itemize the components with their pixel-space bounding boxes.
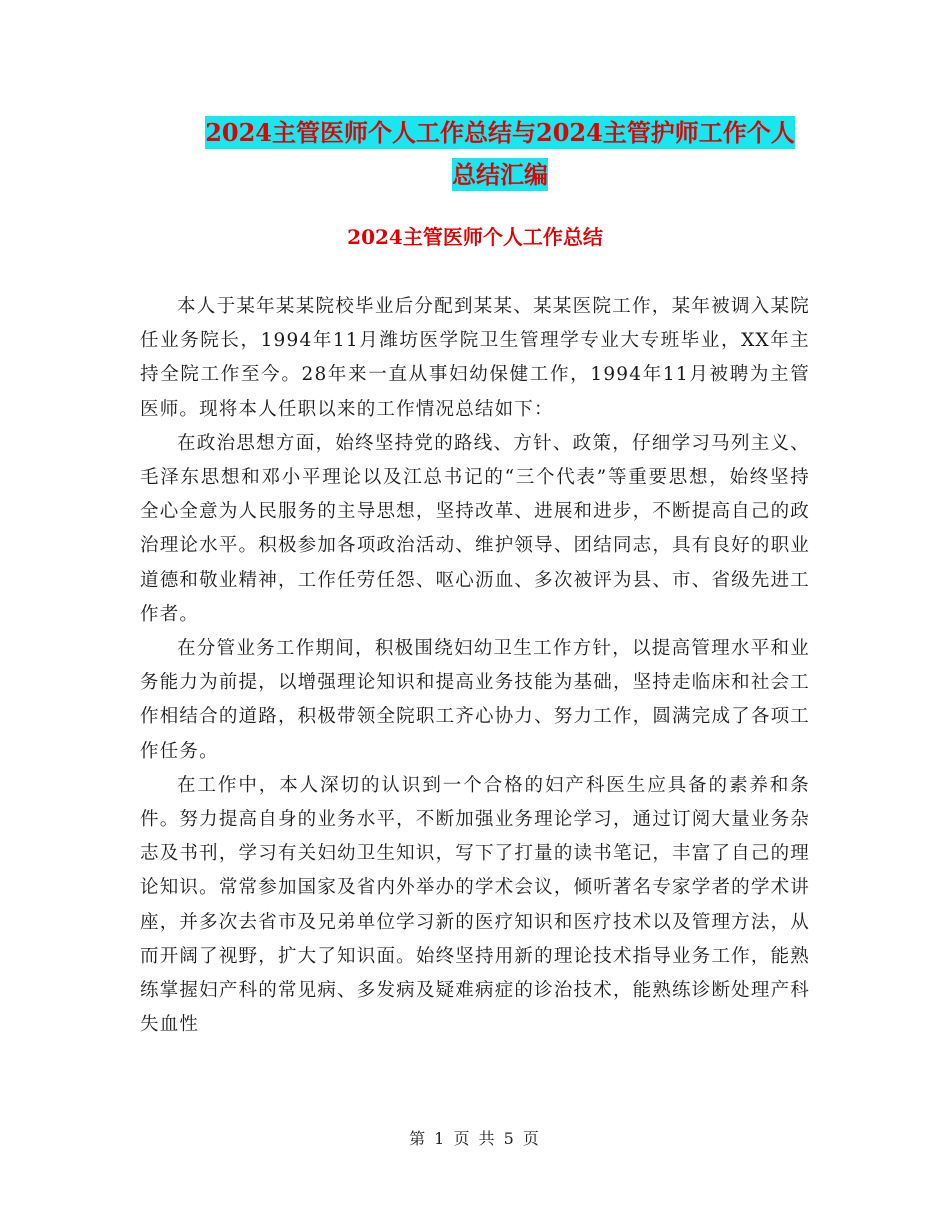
body-paragraph: 在分管业务工作期间，积极围绕妇幼卫生工作方针，以提高管理水平和业务能力为前提，以增强理论知识和提高业务技能为基础，坚持走临床和社会工作相结合的道路，积极带领全院职工齐心协力、努力工作，圆满完成了各项工作任务。	[140, 638, 810, 762]
document-body	[140, 290, 810, 1042]
page-footer: 第 1 页 共 5 页	[409, 1129, 541, 1148]
document-title	[140, 112, 860, 196]
section-heading: 2024主管医师个人工作总结	[347, 225, 603, 249]
body-paragraph: 在政治思想方面，始终坚持党的路线、方针、政策，仔细学习马列主义、毛泽东思想和邓小平理论以及江总书记的“三个代表”等重要思想，始终坚持全心全意为人民服务的主导思想，坚持改革、进展和进步，不断提高自己的政治理论水平。积极参加各项政治活动、维护领导、团结同志，具有良好的职业道德和敬业精神，工作任劳任怨、呕心沥血、多次被评为县、市、省级先进工作者。	[140, 432, 810, 625]
title-line-1: 2024主管医师个人工作总结与2024主管护师工作个人	[205, 118, 795, 147]
body-paragraph: 在工作中，本人深切的认识到一个合格的妇产科医生应具备的素养和条件。努力提高自身的业务水平，不断加强业务理论学习，通过订阅大量业务杂志及书刊，学习有关妇幼卫生知识，写下了打量的读书笔记，丰富了自己的理论知识。常常参加国家及省内外举办的学术会议，倾听著名专家学者的学术讲座，并多次去省市及兄弟单位学习新的医疗知识和医疗技术以及管理方法，从而开阔了视野，扩大了知识面。始终坚持用新的理论技术指导业务工作，能熟练掌握妇产科的常见病、多发病及疑难病症的诊治技术，能熟练诊断处理产科失血性	[140, 774, 810, 1036]
title-line-2: 总结汇编	[452, 160, 548, 189]
body-paragraph: 本人于某年某某院校毕业后分配到某某、某某医院工作，某年被调入某院任业务院长，1994年11月潍坊医学院卫生管理学专业大专班毕业，XX年主持全院工作至今。28年来一直从事妇幼保健工作，1994年11月被聘为主管医师。现将本人任职以来的工作情况总结如下：	[140, 296, 810, 420]
